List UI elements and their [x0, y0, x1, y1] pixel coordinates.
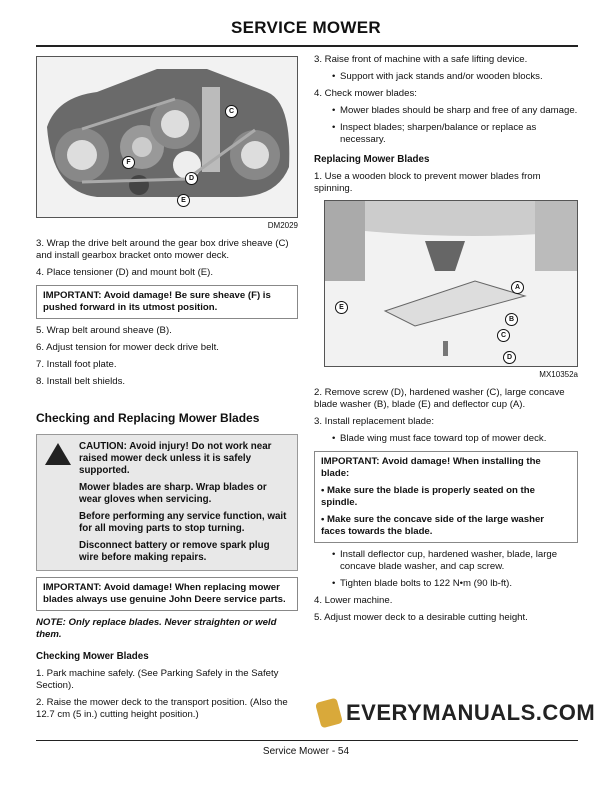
step-text: 2. Raise the mower deck to the transport position. (Also the 12.7 cm (5 in.) cutting height position.) [36, 697, 288, 720]
caution-text: Disconnect battery or remove spark plug wire before making repairs. [79, 540, 270, 563]
footer-rule [36, 740, 578, 741]
step-text: 5. Wrap belt around sheave (B). [36, 325, 172, 336]
callout-c: C [497, 329, 510, 342]
note-text: NOTE: Only replace blades. Never straighten or weld them. [36, 617, 277, 640]
callout-d: D [503, 351, 516, 364]
step-text: 3. Install replacement blade: [314, 416, 434, 427]
bullet-text: • Tighten blade bolts to 122 N•m (90 lb-ft). [326, 578, 578, 590]
callout-b: B [505, 313, 518, 326]
page-footer: Service Mower - 54 [262, 746, 350, 757]
bullet-text: • Support with jack stands and/or wooden blocks. [326, 71, 578, 83]
subheading: Checking Mower Blades [36, 651, 149, 662]
step-text: 2. Remove screw (D), hardened washer (C), large concave blade washer (B), blade (E) and deflector cup (A). [314, 387, 565, 410]
mower-deck-figure [36, 56, 298, 218]
step-text: 1. Use a wooden block to prevent mower blades from spinning. [314, 171, 541, 194]
step-text: 3. Wrap the drive belt around the gear box drive sheave (C) and install gearbox bracket onto mower deck. [36, 238, 289, 261]
bullet-text: • Mower blades should be sharp and free of any damage. [326, 105, 578, 117]
callout-d: D [185, 172, 198, 185]
caution-box [36, 434, 298, 571]
important-box: IMPORTANT: Avoid damage! Be sure sheave (F) is pushed forward in its utmost position. [36, 285, 298, 319]
watermark-logo [315, 698, 343, 729]
left-column [36, 56, 298, 726]
important-text: • Make sure the concave side of the large washer faces towards the blade. [321, 514, 545, 537]
right-column [314, 54, 578, 629]
blade-figure [324, 200, 578, 367]
figure-caption: MX10352a [539, 370, 578, 379]
caution-text: Mower blades are sharp. Wrap blades or wear gloves when servicing. [79, 482, 267, 505]
figure-caption: DM2029 [267, 221, 298, 230]
callout-f: F [122, 156, 135, 169]
step-text: 7. Install foot plate. [36, 359, 117, 370]
warning-triangle-icon [45, 443, 71, 465]
important-text: IMPORTANT: Avoid damage! When installing the blade: [321, 456, 541, 479]
step-text: 4. Check mower blades: [314, 88, 417, 99]
important-box [314, 451, 578, 543]
blade-illustration [325, 201, 577, 364]
caution-text: Before performing any service function, wait for all moving parts to stop turning. [79, 511, 287, 534]
subheading: Replacing Mower Blades [314, 154, 430, 165]
callout-c: C [225, 105, 238, 118]
bullet-text: • Install deflector cup, hardened washer, blade, large concave blade washer, and cap screw. [326, 549, 578, 573]
page-title: SERVICE MOWER [231, 18, 381, 37]
header-rule [36, 45, 578, 47]
callout-a: A [511, 281, 524, 294]
important-text: • Make sure the blade is properly seated on the spindle. [321, 485, 535, 508]
section-heading: Checking and Replacing Mower Blades [36, 411, 260, 425]
step-text: 8. Install belt shields. [36, 376, 126, 387]
step-text: 3. Raise front of machine with a safe lifting device. [314, 54, 528, 65]
callout-e: E [177, 194, 190, 207]
important-box: IMPORTANT: Avoid damage! When replacing mower blades always use genuine John Deere service parts. [36, 577, 298, 611]
callout-e: E [335, 301, 348, 314]
caution-text: CAUTION: Avoid injury! Do not work near raised mower deck unless it is safely supported. [79, 441, 272, 476]
mower-deck-illustration [37, 57, 297, 215]
step-text: 1. Park machine safely. (See Parking Safely in the Safety Section). [36, 668, 279, 691]
step-text: 4. Lower machine. [314, 595, 393, 606]
step-text: 5. Adjust mower deck to a desirable cutting height. [314, 612, 528, 623]
bullet-text: • Inspect blades; sharpen/balance or replace as necessary. [326, 122, 578, 146]
step-text: 4. Place tensioner (D) and mount bolt (E). [36, 267, 214, 278]
watermark: EVERYMANUALS.COM [346, 700, 596, 725]
bullet-text: • Blade wing must face toward top of mower deck. [326, 433, 578, 445]
step-text: 6. Adjust tension for mower deck drive belt. [36, 342, 219, 353]
